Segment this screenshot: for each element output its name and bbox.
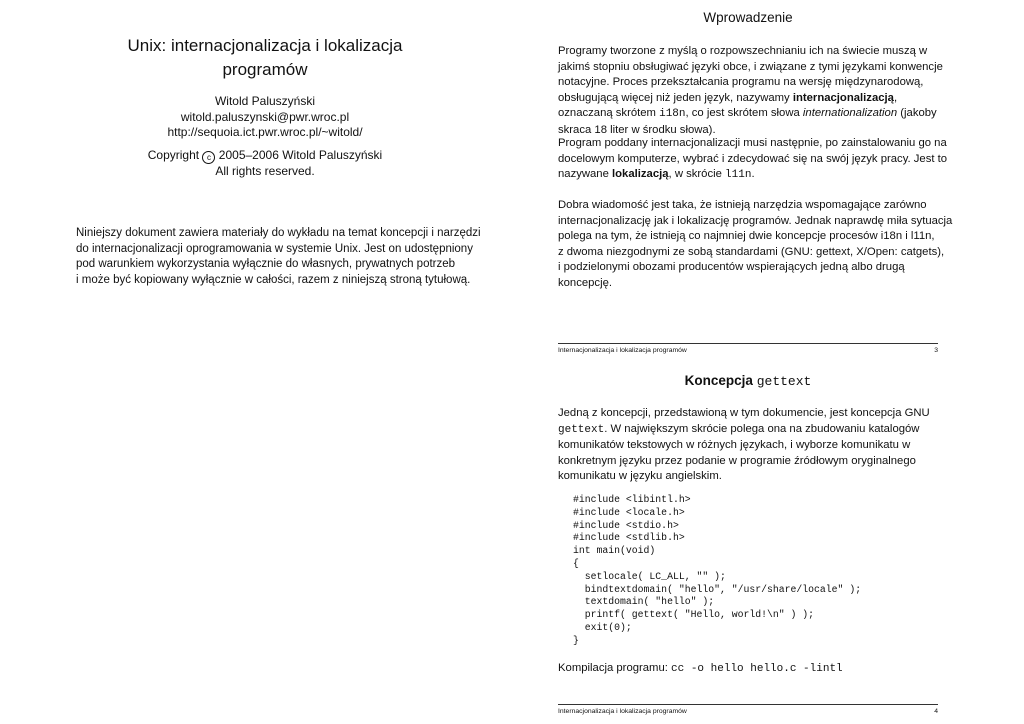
abbrev-i18n: i18n bbox=[659, 108, 686, 121]
author-block bbox=[90, 94, 440, 141]
intro-paragraph bbox=[558, 44, 953, 139]
section-title bbox=[558, 372, 938, 391]
para-line: z dwoma niezgodnymi ze sobą standardami (GNU: gettext, X/Open: catgets), bbox=[558, 245, 945, 258]
code-listing: #include <libintl.h> #include <locale.h> #include <stdio.h> #include <stdlib.h> int main(void) { setlocale( LC_ALL, "" ); bindtextdomain( "hello", "/usr/share/locale" ); textdomain( "hello" ); printf( gettext( "Hello, world!\n" ) ); exit(0); } bbox=[573, 494, 862, 646]
page-footer bbox=[558, 347, 938, 355]
text-run: , co jest skrótem słowa bbox=[685, 107, 803, 120]
compile-label: Kompilacja programu: bbox=[558, 662, 672, 674]
page-number: 3 bbox=[934, 347, 938, 354]
copyright-prefix: Copyright bbox=[147, 148, 200, 162]
text-run: . bbox=[751, 168, 755, 181]
term-word: internationalization bbox=[802, 107, 898, 120]
page-number: 4 bbox=[934, 708, 938, 715]
footer-rule bbox=[558, 343, 938, 344]
rights-line: All rights reserved. bbox=[215, 164, 315, 178]
text-run: , w skrócie bbox=[668, 168, 726, 181]
localization-paragraph bbox=[558, 136, 953, 184]
slide-page-3 bbox=[558, 0, 953, 360]
text-run: Programy tworzone z myślą o rozpowszechnianiu ich na świecie muszą w jakimś stopniu obsługiwać języki obce, i związane z tymi językami konwencje notacyjne. Proces przekształcania programu na wersję międzynarodową, obsługującą więcej niż jeden język, nazywamy bbox=[558, 45, 943, 104]
notice-line: do internacjonalizacji oprogramowania w systemie Unix. Jest on udostępniony bbox=[76, 242, 473, 255]
author-email: witold.paluszynski@pwr.wroc.pl bbox=[180, 109, 350, 124]
abbrev-l11n: l11n bbox=[725, 169, 752, 182]
footer-title: Internacjonalizacja i lokalizacja programów bbox=[558, 347, 687, 354]
copyright-line bbox=[90, 148, 440, 164]
title-code: gettext bbox=[756, 374, 812, 389]
author-name: Witold Paluszyński bbox=[214, 94, 316, 108]
para-line: internacjonalizację jak i lokalizację programów. Jednak naprawdę miła sytuacja bbox=[558, 214, 953, 227]
slide-page-4 bbox=[558, 362, 938, 724]
footer-title: Internacjonalizacja i lokalizacja programów bbox=[558, 708, 687, 715]
text-run: Program poddany internacjonalizacji musi następnie, po zainstalowaniu go na docelowym komputerze, wybrać i zdecydować się na swój język pracy. Jest to nazywane bbox=[558, 137, 948, 181]
text-run: Jedną z koncepcji, przedstawioną w tym dokumencie, jest koncepcja GNU bbox=[558, 407, 930, 419]
code-term: gettext bbox=[558, 423, 605, 436]
term-localization: lokalizacją bbox=[612, 168, 669, 181]
copyright-block bbox=[90, 148, 440, 180]
copyright-suffix: 2005–2006 Witold Paluszyński bbox=[218, 148, 383, 162]
tools-paragraph bbox=[558, 198, 953, 292]
gettext-paragraph bbox=[558, 406, 953, 485]
notice-line: pod warunkiem wykorzystania wyłącznie do własnych, prywatnych potrzeb bbox=[76, 258, 456, 271]
title-word: Koncepcja bbox=[684, 373, 753, 388]
text-run: (jakoby skraca 18 liter w środku słowa). bbox=[558, 107, 937, 136]
author-url: http://sequoia.ict.pwr.wroc.pl/~witold/ bbox=[167, 125, 363, 139]
para-line: Dobra wiadomość jest taka, że istnieją narzędzia wspomagające zarówno bbox=[558, 199, 927, 211]
term-internationalization: internacjonalizacją bbox=[792, 91, 894, 104]
page-footer bbox=[558, 708, 938, 716]
text-run: . W największym skrócie polega ona na zbudowaniu katalogów komunikatów tekstowych w różnych językach, i wyborze komunikatu w konkretnym języku przez podanie w programie źródłowym oryginalnego komunikatu w języku angielskim. bbox=[558, 422, 920, 483]
compile-command: cc -o hello hello.c -lintl bbox=[671, 663, 843, 675]
copyright-icon: c bbox=[202, 151, 215, 164]
para-line: polega na tym, że istnieją co najmniej dwie koncepcje procesów i18n i l11n, bbox=[558, 230, 935, 243]
compile-line bbox=[558, 661, 953, 678]
text-run: , oznaczaną skrótem bbox=[558, 91, 898, 120]
document-title: Unix: internacjonalizacja i lokalizacja programów bbox=[127, 36, 403, 79]
notice-line: Niniejszy dokument zawiera materiały do wykładu na temat koncepcji i narzędzi bbox=[76, 227, 481, 239]
usage-notice bbox=[76, 226, 496, 288]
footer-rule bbox=[558, 704, 938, 705]
para-line: i podzielonymi obozami producentów wspierających jedną albo drugą koncepcję. bbox=[558, 261, 905, 289]
section-title: Wprowadzenie bbox=[703, 10, 793, 25]
notice-line: i może być kopiowany wyłącznie w całości, razem z niniejszą stroną tytułową. bbox=[76, 273, 471, 286]
